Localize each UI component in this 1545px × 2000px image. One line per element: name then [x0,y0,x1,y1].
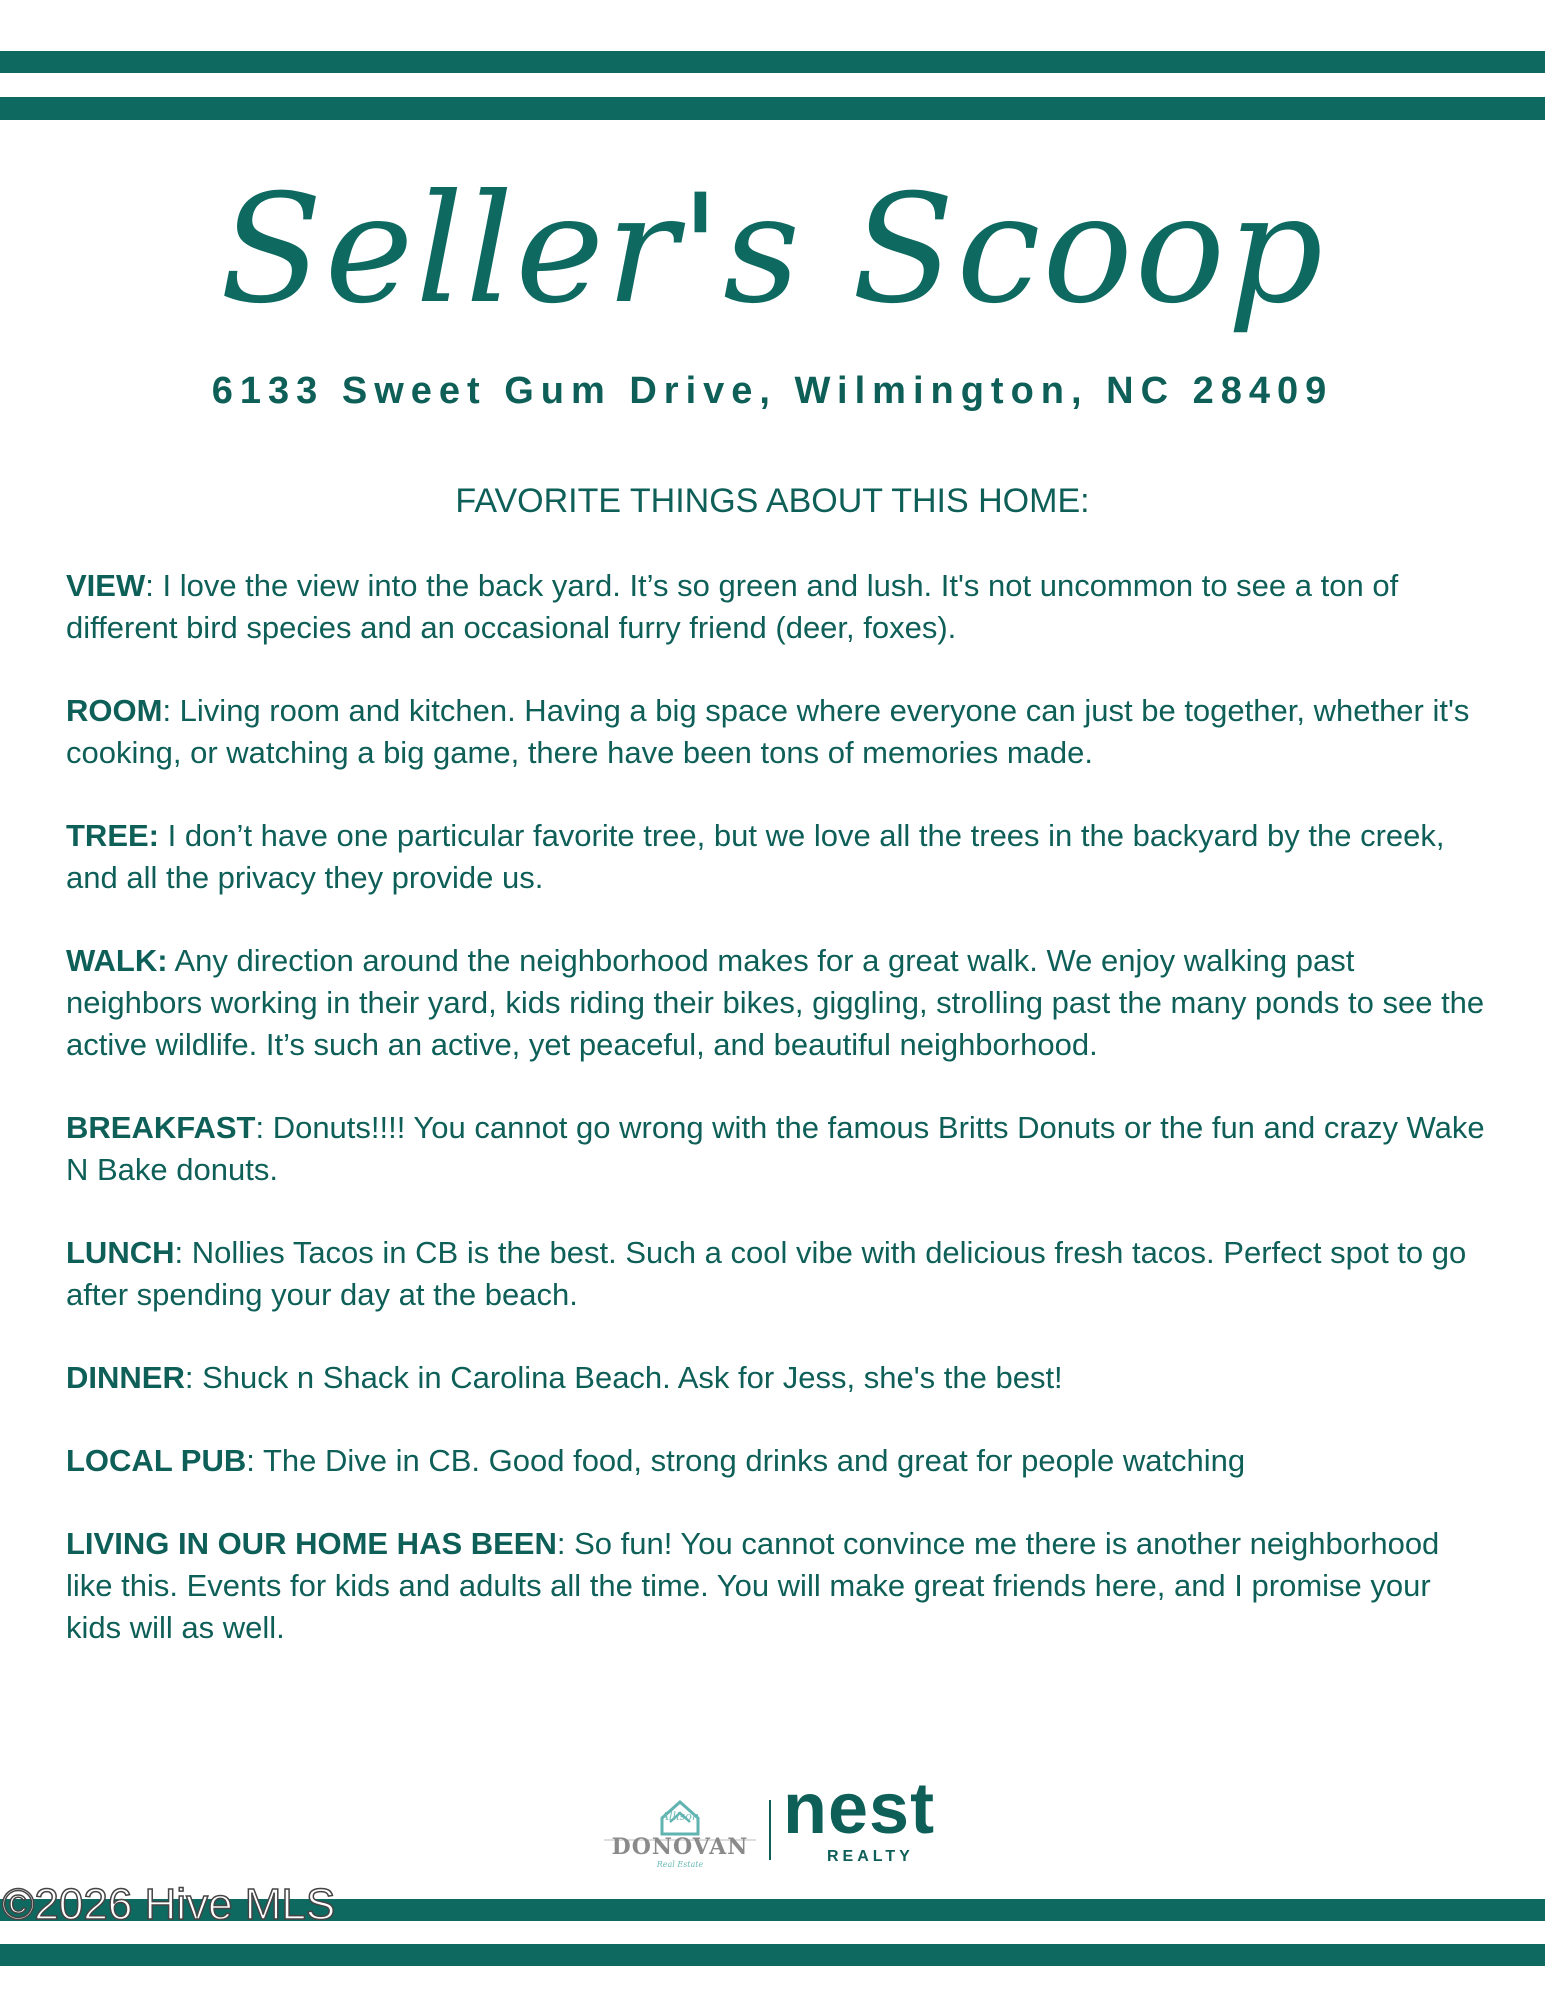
item-label: ROOM [66,693,163,728]
section-heading: FAVORITE THINGS ABOUT THIS HOME: [455,482,1090,520]
donovan-tagline: Real Estate [656,1860,704,1869]
item-text: So fun! You cannot convince me there is another neighborhood like this. Events for kids and adults all the time. You will make great friends here, and I promise your kids will as well. [66,1526,1440,1645]
item-label: LIVING IN OUR HOME HAS BEEN [66,1526,557,1561]
item-text: Living room and kitchen. Having a big space where everyone can just be together, whether it's cooking, or watching a big game, there have been tons of memories made. [66,693,1470,770]
item-label: DINNER [66,1360,185,1395]
list-item [66,1523,1486,1649]
list-item [66,815,1486,899]
list-item [66,1440,1486,1482]
list-item [66,1107,1486,1191]
item-label: LOCAL PUB [66,1443,247,1478]
item-separator: : [145,568,154,603]
item-text: The Dive in CB. Good food, strong drinks and great for people watching [254,1443,1246,1478]
nest-wordmark: nest [783,1769,936,1849]
top-stripe [0,97,1545,120]
donovan-logo [600,1792,760,1872]
page-title: Seller's Scoop [219,163,1326,337]
bottom-stripe [0,1944,1545,1966]
item-text: Shuck n Shack in Carolina Beach. Ask for Jess, she's the best! [193,1360,1063,1395]
item-label: WALK: [66,943,168,978]
item-separator: : [162,693,172,728]
nest-subtitle: REALTY [827,1848,914,1865]
logo-divider [769,1800,771,1860]
item-text: I love the view into the back yard. It’s so green and lush. It's not uncommon to see a ton of different bird species and an occasional furry friend (deer, foxes). [66,568,1399,645]
item-separator: : [246,1443,255,1478]
item-text: Any direction around the neighborhood makes for a great walk. We enjoy walking past neighbors working in their yard, kids riding their bikes, giggling, strolling past the many ponds to see the active wildlife. It’s such an active, yet peaceful, and beautiful neighborhood. [66,943,1485,1062]
list-item [66,690,1486,774]
item-text: Donuts!!!! You cannot go wrong with the famous Britts Donuts or the fun and crazy Wake N Bake donuts. [66,1110,1485,1187]
list-item [66,1357,1486,1399]
mls-watermark: ©2026 Hive MLS [2,1880,336,1929]
favorites-list [66,565,1486,1690]
list-item [66,565,1486,649]
item-label: BREAKFAST [66,1110,256,1145]
nest-logo [783,1769,963,1872]
item-label: TREE: [66,818,159,853]
list-item [66,940,1486,1066]
item-separator: : [556,1526,566,1561]
item-label: VIEW [66,568,146,603]
item-separator: : [255,1110,265,1145]
item-text: I don’t have one particular favorite tree, but we love all the trees in the backyard by the creek, and all the privacy they provide us. [66,818,1445,895]
item-separator: : [174,1235,184,1270]
item-text: Nollies Tacos in CB is the best. Such a cool vibe with delicious fresh tacos. Perfect spot to go after spending your day at the beach. [66,1235,1467,1312]
list-item [66,1232,1486,1316]
donovan-script: Allison [661,1810,699,1823]
property-address: 6133 Sweet Gum Drive, Wilmington, NC 28409 [211,370,1334,412]
brand-logos [0,1769,1545,1872]
donovan-wordmark: DONOVAN [611,1834,749,1860]
top-stripe [0,51,1545,73]
item-label: LUNCH [66,1235,175,1270]
item-separator: : [184,1360,194,1395]
